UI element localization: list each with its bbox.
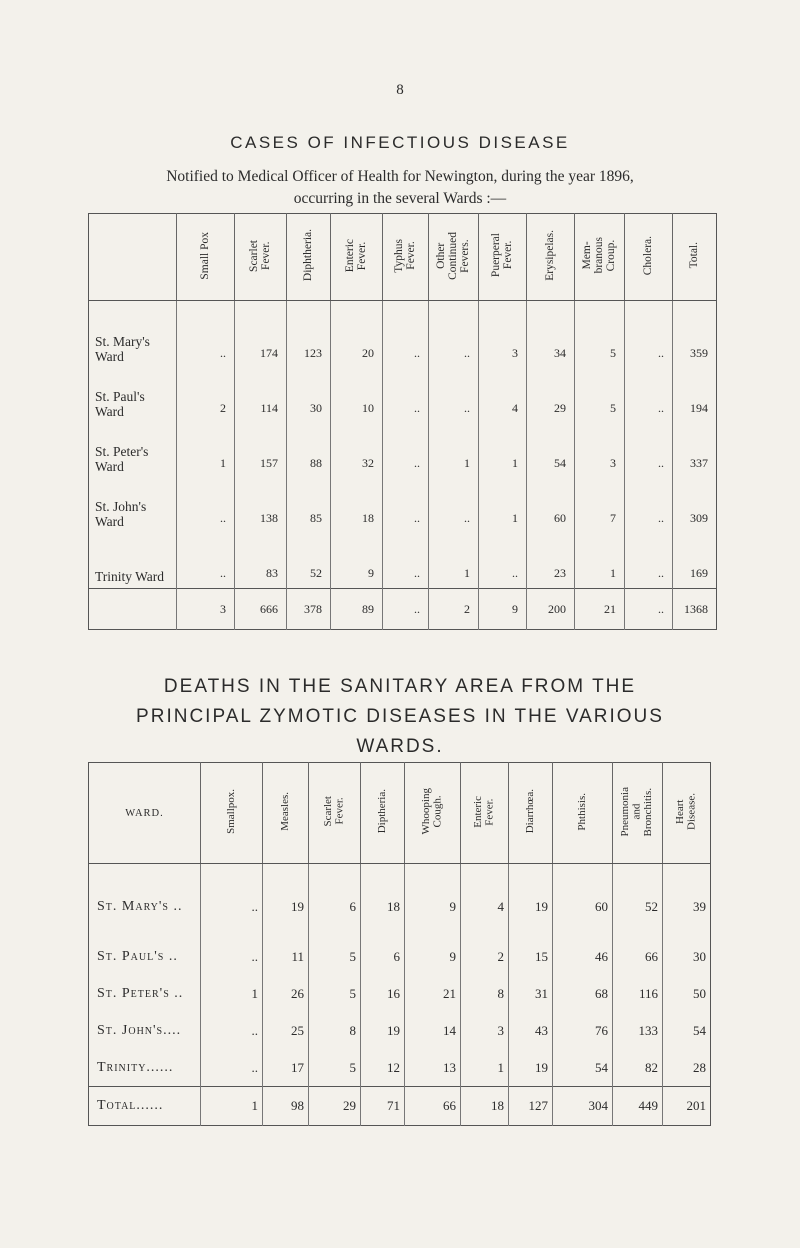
total-cell: 21 — [575, 589, 625, 630]
total-cell: .. — [625, 589, 673, 630]
table-cell: .. — [625, 533, 673, 589]
table-cell: 1 — [201, 975, 263, 1012]
table-cell: 6 — [309, 864, 361, 939]
table-cell: 5 — [575, 301, 625, 369]
table-cell: 1 — [479, 478, 527, 533]
total-cell: 201 — [663, 1087, 711, 1126]
table-cell: 23 — [527, 533, 575, 589]
table1-column-header — [177, 214, 235, 301]
table-cell: 9 — [405, 864, 461, 939]
table-cell: 1 — [177, 423, 235, 478]
table-cell: 359 — [673, 301, 717, 369]
table-cell: 14 — [405, 1012, 461, 1049]
table-cell: 133 — [613, 1012, 663, 1049]
table-cell: 10 — [331, 368, 383, 423]
table2-column-header-label: Pneumonia and Bronchitis. — [619, 786, 655, 837]
table-cell: 82 — [613, 1049, 663, 1087]
table-cell: 19 — [509, 1049, 553, 1087]
table1-column-header-label: Scarlet Fever. — [248, 239, 273, 272]
table-cell: .. — [177, 533, 235, 589]
table-cell: .. — [201, 1012, 263, 1049]
table-cell: 26 — [263, 975, 309, 1012]
table-cell: 19 — [361, 1012, 405, 1049]
table-cell: 1 — [461, 1049, 509, 1087]
total-cell: 2 — [429, 589, 479, 630]
table2-column-header-label: Diarrhœa. — [523, 789, 536, 834]
table-cell: 114 — [235, 368, 287, 423]
table1-column-header — [527, 214, 575, 301]
ward-name: St. John's Ward — [95, 499, 147, 529]
table2-column-header — [263, 763, 309, 864]
total-cell: 200 — [527, 589, 575, 630]
ward-name: St. Paul's Ward — [95, 389, 145, 419]
table1-column-header — [287, 214, 331, 301]
totals-row — [89, 589, 717, 630]
total-cell: 98 — [263, 1087, 309, 1126]
table-cell: 46 — [553, 938, 613, 975]
infectious-disease-title: CASES OF INFECTIOUS DISEASE — [230, 133, 570, 152]
table1-column-header — [331, 214, 383, 301]
table2-column-header — [201, 763, 263, 864]
table-cell: 32 — [331, 423, 383, 478]
table-cell: .. — [383, 533, 429, 589]
table-cell: .. — [625, 301, 673, 369]
table-row — [89, 864, 711, 939]
totals-label — [89, 589, 177, 630]
table-cell: 309 — [673, 478, 717, 533]
table-cell: 20 — [331, 301, 383, 369]
table2-column-header-label: Heart Disease. — [673, 793, 698, 830]
table-cell: 138 — [235, 478, 287, 533]
table1-column-header — [383, 214, 429, 301]
ward-name: St. Mary's .. — [97, 899, 183, 914]
table-row — [89, 478, 717, 533]
table-cell: 3 — [479, 301, 527, 369]
table2-column-header — [613, 763, 663, 864]
table-cell: 1 — [575, 533, 625, 589]
table-cell: 3 — [461, 1012, 509, 1049]
table-cell: 18 — [331, 478, 383, 533]
table-cell: 34 — [527, 301, 575, 369]
table1-column-header — [625, 214, 673, 301]
total-cell: 127 — [509, 1087, 553, 1126]
table-cell: 43 — [509, 1012, 553, 1049]
total-cell: 66 — [405, 1087, 461, 1126]
table-cell: 31 — [509, 975, 553, 1012]
table-cell: 12 — [361, 1049, 405, 1087]
ward-name: St. Mary's Ward — [95, 334, 150, 364]
total-cell: 1368 — [673, 589, 717, 630]
table-row — [89, 423, 717, 478]
total-cell: 666 — [235, 589, 287, 630]
table-cell: 1 — [429, 423, 479, 478]
total-cell: 71 — [361, 1087, 405, 1126]
table-cell: 76 — [553, 1012, 613, 1049]
table1-column-header-label: Other Continued Fevers. — [435, 231, 472, 280]
total-cell: 378 — [287, 589, 331, 630]
table-cell: 39 — [663, 864, 711, 939]
total-cell: 304 — [553, 1087, 613, 1126]
table2-column-header — [309, 763, 361, 864]
table-cell: 30 — [287, 368, 331, 423]
table-cell: 21 — [405, 975, 461, 1012]
table-cell: 68 — [553, 975, 613, 1012]
total-cell: 1 — [201, 1087, 263, 1126]
totals-row — [89, 1087, 711, 1126]
table-cell: 52 — [613, 864, 663, 939]
table-cell: 66 — [613, 938, 663, 975]
total-cell: 89 — [331, 589, 383, 630]
table-cell: .. — [383, 301, 429, 369]
table1-column-header-label: Diphtheria. — [302, 229, 315, 282]
table-cell: 28 — [663, 1049, 711, 1087]
table-cell: 11 — [263, 938, 309, 975]
table-cell: 4 — [461, 864, 509, 939]
table-cell: 19 — [263, 864, 309, 939]
table-cell: 54 — [553, 1049, 613, 1087]
table2-column-header-label: Scarlet Fever. — [321, 796, 346, 827]
table1-column-header-label: Typhus Fever. — [393, 238, 418, 273]
table-row — [89, 938, 711, 975]
table1-column-header-label: Mem- branous Croup. — [581, 237, 618, 274]
table-cell: .. — [177, 301, 235, 369]
table-row — [89, 301, 717, 369]
table2-header-row — [89, 763, 711, 864]
total-cell: 18 — [461, 1087, 509, 1126]
table-cell: .. — [383, 423, 429, 478]
table2-column-header-label: Smallpox. — [224, 789, 237, 834]
table-row — [89, 975, 711, 1012]
table-row — [89, 1012, 711, 1049]
ward-name: St. Paul's .. — [97, 948, 178, 964]
table-cell: 5 — [309, 975, 361, 1012]
table2-ward-header: WARD. — [89, 763, 201, 864]
table2-column-header-label: Whooping Cough. — [419, 788, 444, 835]
table-cell: 174 — [235, 301, 287, 369]
table-row — [89, 1049, 711, 1087]
table2-column-header — [553, 763, 613, 864]
table-cell: 169 — [673, 533, 717, 589]
table-cell: 2 — [177, 368, 235, 423]
total-cell: 3 — [177, 589, 235, 630]
deaths-title-line-1: DEATHS IN THE SANITARY AREA FROM THE — [163, 676, 637, 697]
table-cell: 337 — [673, 423, 717, 478]
table1-column-header-label: Total. — [688, 242, 701, 269]
table1-column-header — [429, 214, 479, 301]
ward-name: St. John's.... — [97, 1022, 182, 1038]
table-cell: 50 — [663, 975, 711, 1012]
table-cell: 88 — [287, 423, 331, 478]
table-cell: .. — [201, 938, 263, 975]
subtitle-line-2: occurring in the several Wards :— — [293, 190, 507, 207]
table-cell: 15 — [509, 938, 553, 975]
table2-column-header — [361, 763, 405, 864]
table2-column-header — [405, 763, 461, 864]
table-cell: .. — [177, 478, 235, 533]
table1-column-header-label: Cholera. — [642, 235, 655, 276]
table2-column-header-label: Measles. — [278, 792, 291, 831]
table1-column-header — [575, 214, 625, 301]
deaths-title-line-2: PRINCIPAL ZYMOTIC DISEASES IN THE VARIOUS — [136, 706, 664, 727]
table-cell: 9 — [331, 533, 383, 589]
table2-column-header-label: Diptheria. — [375, 789, 388, 834]
table-cell: .. — [479, 533, 527, 589]
table-cell: 13 — [405, 1049, 461, 1087]
table-cell: 116 — [613, 975, 663, 1012]
table-cell: 30 — [663, 938, 711, 975]
table1-column-header — [235, 214, 287, 301]
ward-name: Trinity Ward — [95, 569, 165, 584]
table1-header-row — [89, 214, 717, 301]
table-cell: .. — [625, 478, 673, 533]
table2-column-header — [663, 763, 711, 864]
page-number: 8 — [396, 82, 404, 98]
table-cell: 54 — [663, 1012, 711, 1049]
table1-ward-header — [89, 214, 177, 301]
table-row — [89, 368, 717, 423]
ward-name: Trinity...... — [97, 1059, 174, 1075]
table-cell: 5 — [575, 368, 625, 423]
total-cell: 29 — [309, 1087, 361, 1126]
table-cell: .. — [429, 478, 479, 533]
table-cell: 19 — [509, 864, 553, 939]
deaths-title — [0, 672, 800, 762]
table2-column-header-label: Enteric Fever. — [471, 795, 496, 828]
table-cell: 29 — [527, 368, 575, 423]
table-cell: 16 — [361, 975, 405, 1012]
table-cell: .. — [625, 423, 673, 478]
table-cell: .. — [625, 368, 673, 423]
table1-column-header-label: Small Pox — [199, 231, 212, 280]
table-cell: 8 — [461, 975, 509, 1012]
table1-column-header-label: Puerperal Fever. — [490, 233, 515, 278]
subtitle-line-1: Notified to Medical Officer of Health for Newington, during the year 1896, — [166, 168, 634, 185]
table-cell: .. — [201, 1049, 263, 1087]
table-cell: 7 — [575, 478, 625, 533]
table-cell: 1 — [429, 533, 479, 589]
table-cell: 83 — [235, 533, 287, 589]
total-cell: 449 — [613, 1087, 663, 1126]
table1-column-header-label: Enteric Fever. — [344, 238, 369, 273]
table-cell: 5 — [309, 1049, 361, 1087]
table-cell: 54 — [527, 423, 575, 478]
table-cell: 8 — [309, 1012, 361, 1049]
table-cell: .. — [201, 864, 263, 939]
table-cell: 2 — [461, 938, 509, 975]
infectious-disease-table — [88, 213, 717, 630]
total-cell: .. — [383, 589, 429, 630]
table1-column-header-label: Erysipelas. — [544, 230, 557, 281]
table2-column-header — [509, 763, 553, 864]
table-cell: 1 — [479, 423, 527, 478]
total-cell: 9 — [479, 589, 527, 630]
ward-name: St. Peter's .. — [97, 985, 184, 1001]
table1-column-header — [673, 214, 717, 301]
table-cell: 17 — [263, 1049, 309, 1087]
table-cell: 3 — [575, 423, 625, 478]
table-cell: 6 — [361, 938, 405, 975]
table-cell: 123 — [287, 301, 331, 369]
table2-column-header — [461, 763, 509, 864]
table-cell: 25 — [263, 1012, 309, 1049]
table-cell: 60 — [553, 864, 613, 939]
totals-label: Total...... — [89, 1087, 201, 1126]
table-row — [89, 533, 717, 589]
table-cell: 4 — [479, 368, 527, 423]
infectious-disease-subtitle — [0, 166, 800, 210]
table1-column-header — [479, 214, 527, 301]
table-cell: 157 — [235, 423, 287, 478]
table-cell: .. — [429, 301, 479, 369]
table-cell: 5 — [309, 938, 361, 975]
table-cell: 9 — [405, 938, 461, 975]
table-cell: 85 — [287, 478, 331, 533]
table-cell: .. — [383, 478, 429, 533]
table-cell: .. — [383, 368, 429, 423]
table-cell: 52 — [287, 533, 331, 589]
table-cell: 60 — [527, 478, 575, 533]
zymotic-deaths-table — [88, 762, 711, 1126]
table-cell: 194 — [673, 368, 717, 423]
deaths-title-line-3: WARDS. — [356, 736, 444, 757]
table2-column-header-label: Phthisis. — [575, 792, 588, 831]
table-cell: 18 — [361, 864, 405, 939]
table-cell: .. — [429, 368, 479, 423]
ward-name: St. Peter's Ward — [95, 444, 149, 474]
